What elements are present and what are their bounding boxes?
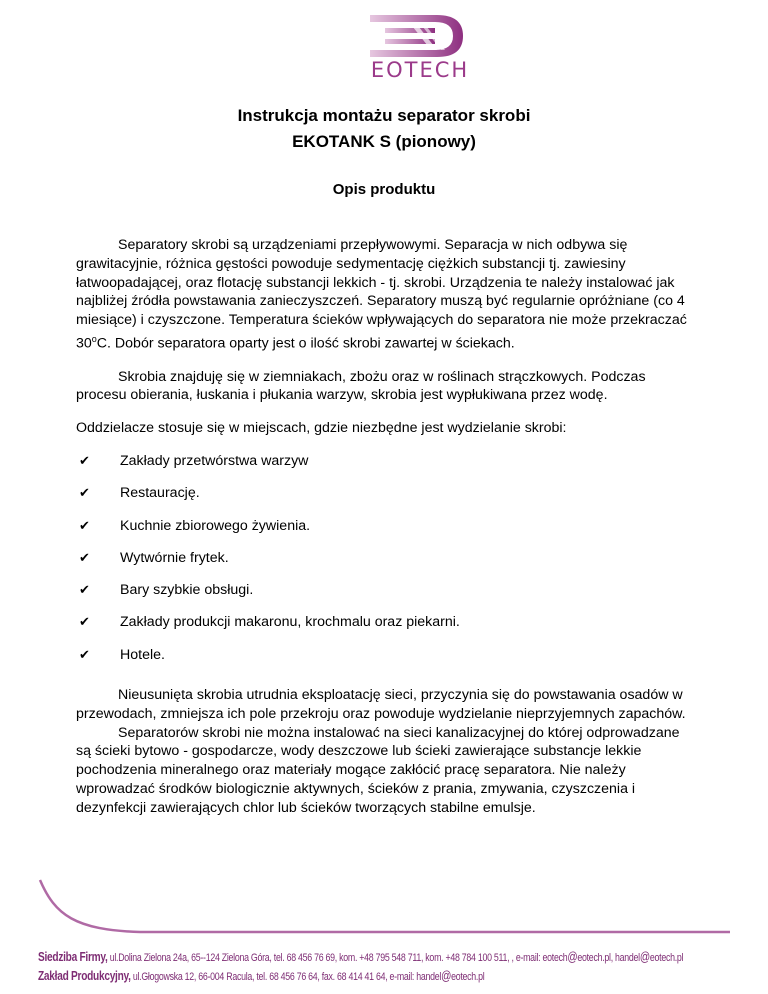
list-item: ✔ Restaurację. [79,485,200,502]
paragraph-intro: Separatory skrobi są urządzeniami przepływowymi. Separacja w nich odbywa się grawitacyjnie, różnica gęstości powoduje sedymentację ciężkich substancji tj. zawiesiny łatwoopadającej, oraz flotację substancji lekkich - tj. skrobi. Urządzenia te należy instalować jak najbliżej źródła powstawania zanieczyszczeń. Separatory muszą być regularnie opróżniane (co 4 miesiące) i czyszczone. Temperatura ścieków wpływających do separatora nie może przekraczać 30$^o$C. Dobór separatora oparty jest o ilość skrobi zawartej w ściekach. [76,237,687,352]
section-title: Opis produktu [332,181,436,198]
checkmark-icon: ✔ [79,614,90,630]
document-body [76,236,691,818]
checkmark-icon: ✔ [79,549,90,565]
checkmark-icon: ✔ [79,582,90,598]
paragraph-consequences: Nieusunięta skrobia utrudnia eksploatację sieci, przyczynia się do powstawania osadów w przewodach, zmniejsza ich pole przekroju oraz powoduje wydzielanie nieprzyjemnych zapachów. [76,686,686,722]
list-item: ✔ Bary szybkie obsługi. [79,582,254,599]
paragraph-restrictions: Separatorów skrobi nie można instalować na sieci kanalizacyjnej do której odprowadzane są ścieki bytowo - gospodarcze, wody deszczowe lub ścieki zawierające substancje lekkie pochodzenia mineralnego oraz materiały mogące zakłócić pracę separatora. Nie należy wprowadzać środków biologicznie aktywnych, ścieków z prania, zmywania, czyszczenia i dezynfekcji zawierających chlor lub ścieków tworzących stabilne emulsje. [76,724,680,816]
paragraph-starch-sources: Skrobia znajduję się w ziemniakach, zbożu oraz w roślinach strączkowych. Podczas procesu obierania, łuskania i płukania warzyw, skrobia jest wypłukiwana przez wodę. [76,368,646,404]
list-item: ✔ Hotele. [79,646,165,663]
list-item: ✔ Zakłady przetwórstwa warzyw [79,452,309,469]
applications-list [76,452,691,678]
list-item: ✔ Wytwórnie frytek. [79,549,229,566]
footer-production-plant: Zakład Produkcyjny, ul.Głogowska 12, 66-004 Racula, tel. 68 456 76 64, fax. 68 414 41 64, e-mail: handel@eotech.pl [38,968,485,983]
list-item: ✔ Kuchnie zbiorowego żywienia. [79,517,311,534]
paragraph-applications-intro: Oddzielacze stosuje się w miejscach, gdzie niezbędne jest wydzielanie skrobi: [76,420,567,437]
list-item: ✔ Zakłady produkcji makaronu, krochmalu oraz piekarni. [79,614,460,631]
footer-swoosh-divider [0,870,768,940]
footer-headquarters: Siedziba Firmy, ul.Dolina Zielona 24a, 65--124 Zielona Góra, tel. 68 456 76 69, kom. +48 795 548 711, kom. +48 784 100 511, , e-mail: eotech@eotech.pl, handel@eotech.pl [38,949,684,964]
document-title-line1: Instrukcja montażu separator skrobi [237,106,531,125]
footer-production-label: Zakład Produkcyjny, [38,968,131,983]
checkmark-icon: ✔ [79,517,90,533]
checkmark-icon: ✔ [79,452,90,468]
logo-wordmark: EOTECH [370,58,470,82]
checkmark-icon: ✔ [79,646,90,662]
footer-headquarters-label: Siedziba Firmy, [38,949,108,964]
document-title-line2: EKOTANK S (pionowy) [292,132,476,151]
checkmark-icon: ✔ [79,485,90,501]
